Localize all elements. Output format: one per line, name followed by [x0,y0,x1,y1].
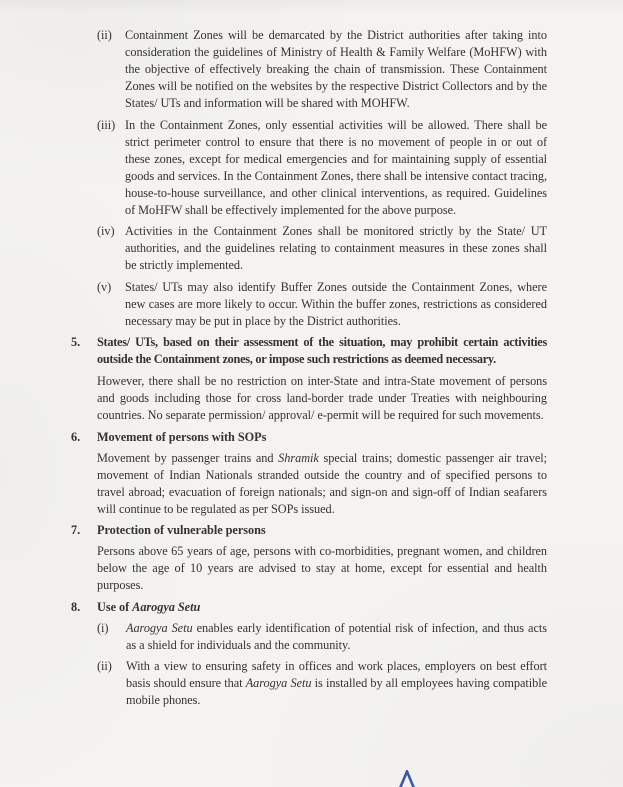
list-marker: (ii) [97,659,112,673]
paragraph: Persons above 65 years of age, persons with co-morbidities, pregnant women, and children below the age of 10 years are advised to stay at home, except for essential and health purposes. [97,544,547,592]
paragraph: In the Containment Zones, only essential activities will be allowed. There shall be strict perimeter control to ensure that there is no movement of people in or out of these zones, except for medical emergencies and for maintaining supply of essential goods and services. In the Containment Zones, there shall be intensive contact tracing, house-to-house surveillance, and other clinical interventions, as required. Guidelines of MoHFW shall be effectively implemented for the above purpose. [125,117,547,217]
app-name: Aarogya Setu [126,620,193,635]
list-item-8 [71,599,547,710]
paragraph: Activities in the Containment Zones shall be monitored strictly by the State/ UT authorities, and the guidelines relating to containment measures in these zones shall be strictly implemented. [125,224,547,272]
item-body [97,429,547,518]
list-number: 7. [71,523,81,537]
list-item-7 [71,522,547,594]
section-heading: Protection of vulnerable persons [97,523,266,537]
blue-caret-mark [398,770,416,787]
list-marker: (ii) [97,28,112,42]
list-item-4-iv [97,223,547,274]
list-number: 5. [71,335,81,349]
app-name: Aarogya Setu [132,599,201,614]
item-body [97,599,547,710]
paragraph: States/ UTs may also identify Buffer Zones outside the Containment Zones, where new cases are more likely to occur. Within the buffer zones, restrictions as considered necessary may be put in place by the District authorities. [125,279,547,328]
italic-term: Shramik [278,450,319,465]
text-segment: enables early identification of potential risk of infection, and thus acts as a shield for individuals and the community. [126,620,547,652]
paragraph [97,450,547,518]
section-heading [97,599,547,616]
text-segment: special trains; domestic passenger air travel; movement of Indian Nationals stranded outside the country and of specified persons to travel abroad; evacuation of foreign nationals; and sign-on and sign-off of Indian seafarers will continue to be regulated as per SOPs issued. [97,450,548,516]
list-item-4-ii [97,27,547,112]
list-number: 6. [71,429,81,444]
paragraph: However, there shall be no restriction on inter-State and intra-State movement of persons and goods including those for cross land-border trade under Treaties with neighbouring countries. No separate permission/ approval/ e-permit will be required for such movements. [97,373,547,422]
paragraph: Containment Zones will be demarcated by the District authorities after taking into consideration the guidelines of Ministry of Health & Family Welfare (MoHFW) with the objective of effectively breaking the chain of transmission. These Containment Zones will be notified on the websites by the respective District Collectors and by the States/ UTs and information will be shared with MOHFW. [125,28,547,110]
text-segment: With a view to ensuring safety in offices and work places, employers on best effort basis should ensure that [126,659,547,690]
text-segment: Use of [97,599,133,614]
list-marker: (iv) [97,224,115,238]
list-item-4-iii [97,117,547,219]
section-heading: Movement of persons with SOPs [97,429,267,444]
list-item-5 [71,334,547,368]
item-body [97,522,547,594]
list-item-6 [71,429,547,518]
paragraph [126,658,547,709]
list-marker: (v) [97,279,112,294]
list-item-8-ii [97,658,547,709]
list-marker: (i) [97,620,109,635]
paragraph: States/ UTs, based on their assessment of the situation, may prohibit certain activities outside the Containment zones, or impose such restrictions as deemed necessary. [97,335,547,366]
list-item-4-v [97,279,547,330]
text-segment: is installed by all employees having compatible mobile phones. [126,676,547,707]
text-segment: Movement by passenger trains and [97,450,279,465]
list-marker: (iii) [97,117,116,132]
list-number: 8. [71,599,81,614]
app-name: Aarogya Setu [245,676,312,690]
list-item-8-i [97,620,547,654]
paragraph [126,620,547,654]
document-body [71,27,547,714]
